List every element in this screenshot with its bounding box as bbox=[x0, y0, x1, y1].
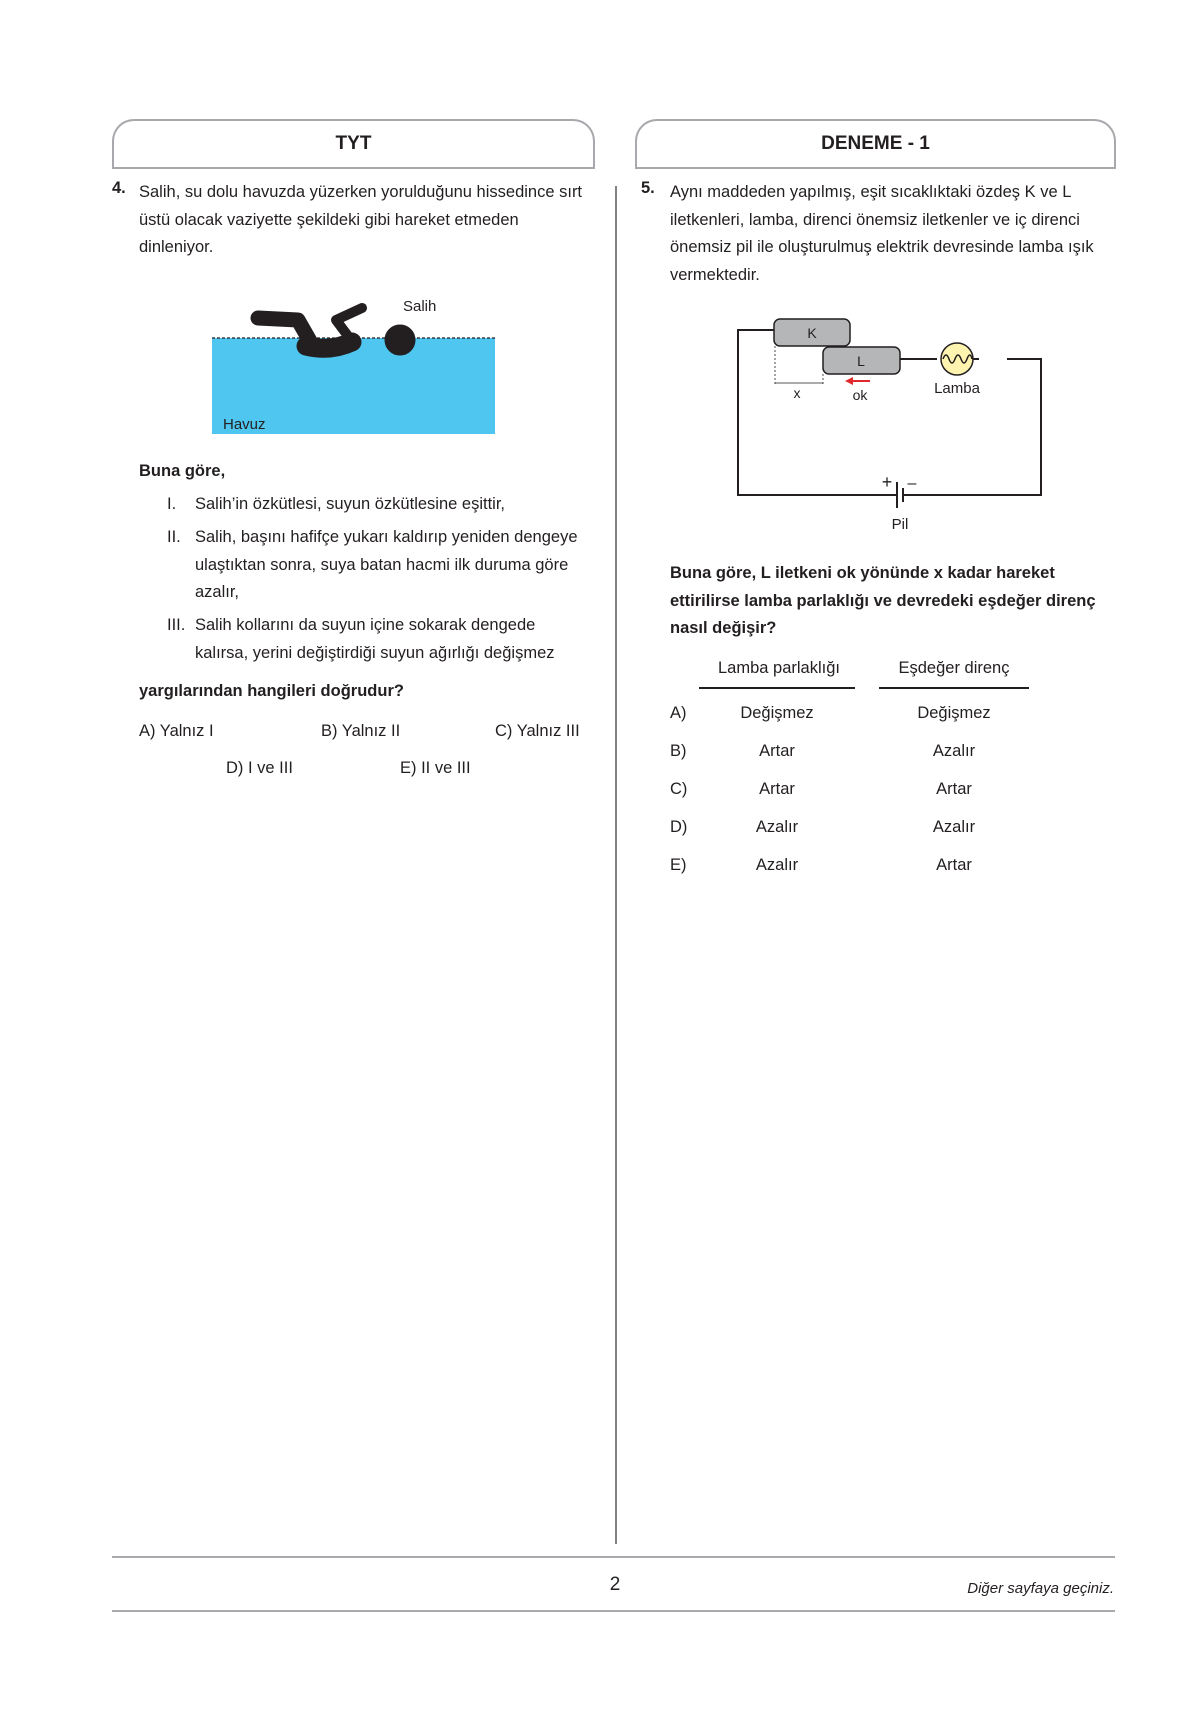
table-cell-direnc: Değişmez bbox=[917, 704, 991, 722]
havuz-label: Havuz bbox=[223, 416, 266, 433]
q4-stem: Salih, su dolu havuzda yüzerken yorulduğunu hissedince sırt üstü olacak vaziyette şekildeki gibi hareket etmeden dinleniyor. bbox=[139, 183, 583, 256]
red-arrow-icon bbox=[845, 377, 870, 385]
column-divider bbox=[615, 186, 617, 1544]
q4-lead: Buna göre, bbox=[139, 462, 226, 480]
q4-question: yargılarından hangileri doğrudur? bbox=[139, 682, 404, 700]
table-header-direnc: Eşdeğer direnç bbox=[898, 659, 1010, 677]
q5-question: Buna göre, L iletkeni ok yönünde x kadar hareket ettirilirse lamba parlaklığı ve devredeki eşdeğer direnç nasıl değişir? bbox=[670, 564, 1096, 637]
q5-circuit-figure bbox=[732, 316, 1062, 536]
right-header-underline bbox=[635, 167, 1116, 169]
q4-number: 4. bbox=[112, 179, 126, 197]
battery-icon bbox=[897, 482, 903, 508]
table-cell-direnc: Artar bbox=[936, 856, 972, 874]
left-header-title: TYT bbox=[335, 133, 372, 154]
k-label: K bbox=[807, 325, 817, 341]
statement-text: Salih’in özkütlesi, suyun özkütlesine eşittir, bbox=[195, 495, 505, 513]
pil-label: Pil bbox=[891, 516, 909, 533]
statement-roman: I. bbox=[167, 495, 177, 513]
page-number: 2 bbox=[609, 1574, 621, 1595]
q4-option-a[interactable]: A) Yalnız I bbox=[139, 722, 214, 740]
battery-plus-sign: + bbox=[881, 472, 893, 492]
q4-option-e[interactable]: E) II ve III bbox=[400, 759, 471, 777]
l-label: L bbox=[857, 353, 865, 369]
statement-roman: III. bbox=[167, 616, 186, 634]
q4-option-d[interactable]: D) I ve III bbox=[226, 759, 293, 777]
table-cell-lamba: Azalır bbox=[755, 856, 799, 874]
table-header-underline-1 bbox=[699, 687, 855, 689]
table-row-letter[interactable]: C) bbox=[670, 780, 688, 798]
q4-option-c[interactable]: C) Yalnız III bbox=[495, 722, 580, 740]
q5-stem: Aynı maddeden yapılmış, eşit sıcaklıktaki özdeş K ve L iletkenleri, lamba, direnci önemsiz iletkenler ve iç direnci önemsiz pil ile oluşturulmuş elektrik devresinde lamba ışık vermektedir. bbox=[670, 183, 1094, 284]
footer-top-line bbox=[112, 1556, 1115, 1558]
q4-swimmer-figure bbox=[210, 296, 510, 436]
q4-statement-1 bbox=[167, 491, 597, 519]
table-row-letter[interactable]: E) bbox=[670, 856, 687, 874]
q4-statement-2 bbox=[167, 524, 597, 608]
table-cell-lamba: Azalır bbox=[755, 818, 799, 836]
x-label: x bbox=[793, 385, 801, 401]
footer-bottom-line bbox=[112, 1610, 1115, 1612]
table-cell-lamba: Değişmez bbox=[740, 704, 814, 722]
table-row-letter[interactable]: A) bbox=[670, 704, 687, 722]
table-cell-direnc: Azalır bbox=[932, 818, 976, 836]
table-cell-lamba: Artar bbox=[759, 742, 795, 760]
lamba-label: Lamba bbox=[934, 380, 980, 397]
table-cell-direnc: Azalır bbox=[932, 742, 976, 760]
table-row-letter[interactable]: B) bbox=[670, 742, 687, 760]
table-row-letter[interactable]: D) bbox=[670, 818, 688, 836]
q5-number: 5. bbox=[641, 179, 655, 197]
statement-roman: II. bbox=[167, 528, 181, 546]
table-cell-lamba: Artar bbox=[759, 780, 795, 798]
q4-option-b[interactable]: B) Yalnız II bbox=[321, 722, 401, 740]
table-header-lamba: Lamba parlaklığı bbox=[718, 659, 840, 677]
salih-label: Salih bbox=[403, 298, 437, 315]
table-header-underline-2 bbox=[879, 687, 1029, 689]
right-header-title: DENEME - 1 bbox=[821, 133, 930, 154]
statement-text: Salih, başını hafifçe yukarı kaldırıp yeniden dengeye ulaştıktan sonra, suya batan hacmi ilk duruma göre azalır, bbox=[195, 528, 578, 601]
table-cell-direnc: Artar bbox=[936, 780, 972, 798]
q4-statement-3 bbox=[167, 612, 597, 668]
next-page-text: Diğer sayfaya geçiniz. bbox=[967, 1580, 1114, 1597]
lamp-icon bbox=[941, 343, 973, 375]
battery-minus-sign: – bbox=[907, 475, 917, 492]
statement-text: Salih kollarını da suyun içine sokarak dengede kalırsa, yerini değiştirdiği suyun ağırlığı değişmez bbox=[195, 616, 555, 662]
ok-label: ok bbox=[852, 387, 868, 403]
left-header-underline bbox=[112, 167, 595, 169]
